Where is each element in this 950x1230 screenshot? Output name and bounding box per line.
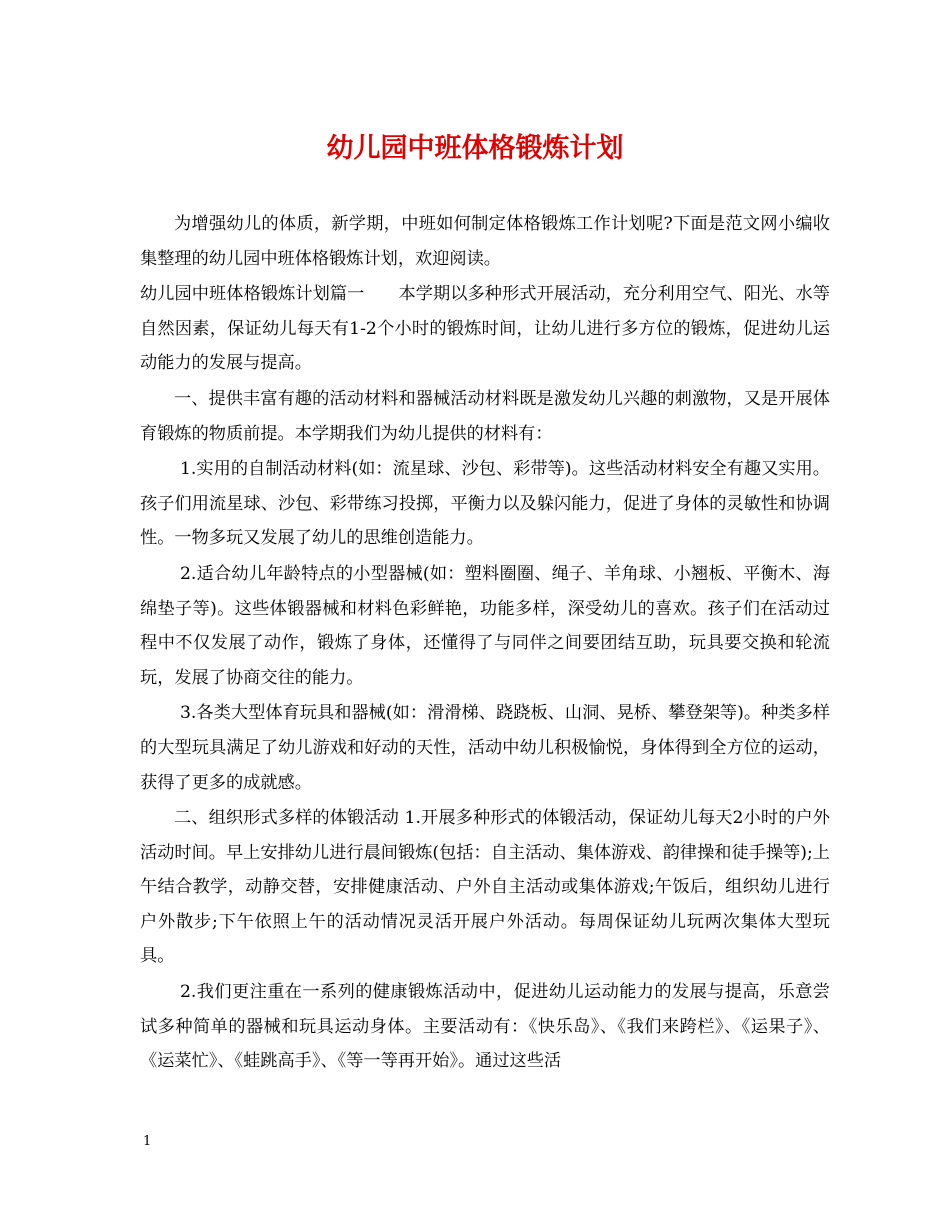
page-number: 1 [143, 1134, 152, 1149]
list-item-four: 2.我们更注重在一系列的健康锻炼活动中，促进幼儿运动能力的发展与提高，乐意尝试多种简单的器械和玩具运动身体。主要活动有：《快乐岛》、《我们来跨栏》、《运果子》、《运菜忙》、《蛙跳高手》、《等一等再开始》。通过这些活 [140, 982, 830, 1072]
section-paragraph [140, 277, 830, 381]
document-body [140, 207, 830, 1079]
list-item-three: 3.各类大型体育玩具和器械(如：滑滑梯、跷跷板、山洞、晃桥、攀登架等)。种类多样的大型玩具满足了幼儿游戏和好动的天性，活动中幼儿积极愉悦，身体得到全方位的运动，获得了更多的成就感。 [140, 703, 830, 793]
document-title: 幼儿园中班体格锻炼计划 [326, 133, 624, 164]
section-intro: 本学期以多种形式开展活动，充分利用空气、阳光、水等自然因素，保证幼儿每天有1-2个小时的锻炼时间，让幼儿进行多方位的锻炼，促进幼儿运动能力的发展与提高。 [140, 284, 830, 374]
part-one-paragraph: 一、提供丰富有趣的活动材料和器械活动材料既是激发幼儿兴趣的刺激物，又是开展体育锻炼的物质前提。本学期我们为幼儿提供的材料有： [140, 388, 830, 444]
part-two-paragraph: 二、组织形式多样的体锻活动 1.开展多种形式的体锻活动，保证幼儿每天2小时的户外活动时间。早上安排幼儿进行晨间锻炼(包括：自主活动、集体游戏、韵律操和徒手操等);上午结合教学，动静交替，安排健康活动、户外自主活动或集体游戏;午饭后，组织幼儿进行户外散步;下午依照上午的活动情况灵活开展户外活动。每周保证幼儿玩两次集体大型玩具。 [140, 808, 830, 967]
list-item-one: 1.实用的自制活动材料(如：流星球、沙包、彩带等)。这些活动材料安全有趣又实用。孩子们用流星球、沙包、彩带练习投掷，平衡力以及躲闪能力，促进了身体的灵敏性和协调性。一物多玩又发展了幼儿的思维创造能力。 [140, 459, 830, 549]
intro-paragraph: 为增强幼儿的体质，新学期，中班如何制定体格锻炼工作计划呢?下面是范文网小编收集整理的幼儿园中班体格锻炼计划，欢迎阅读。 [140, 214, 830, 269]
list-item-two: 2.适合幼儿年龄特点的小型器械(如：塑料圈圈、绳子、羊角球、小翘板、平衡木、海绵垫子等)。这些体锻器械和材料色彩鲜艳，功能多样，深受幼儿的喜欢。孩子们在活动过程中不仅发展了动作，锻炼了身体，还懂得了与同伴之间要团结互助，玩具要交换和轮流玩，发展了协商交往的能力。 [140, 563, 830, 688]
section-heading: 幼儿园中班体格锻炼计划篇一 [140, 284, 365, 305]
